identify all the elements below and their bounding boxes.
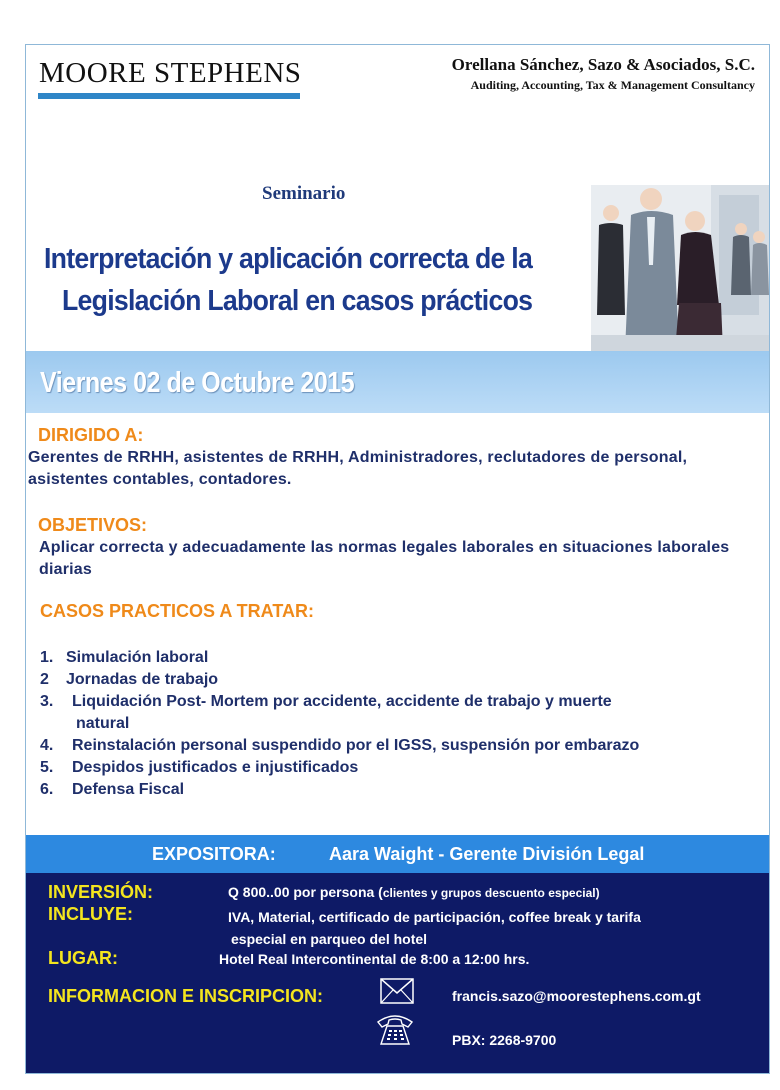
item-number: 1. (40, 649, 54, 666)
incluye-value (228, 906, 758, 950)
expositora-name: Aara Waight - Gerente División Legal (329, 844, 645, 864)
list-item-continuation (40, 713, 639, 735)
incluye-line1: IVA, Material, certificado de participación, coffee break y tarifa (228, 909, 641, 925)
item-text-continuation: natural (76, 715, 130, 732)
lugar-label: LUGAR: (48, 948, 118, 968)
business-people-photo (591, 185, 769, 351)
seminar-label: Seminario (262, 183, 346, 204)
seminar-title-line2: Legislación Laboral en casos prácticos (62, 285, 533, 317)
item-number: 4. (40, 737, 54, 754)
objetivos-heading: OBJETIVOS: (38, 515, 148, 535)
casos-heading: CASOS PRACTICOS A TRATAR: (40, 601, 314, 621)
inversion-price: Q 800..00 por persona ( (228, 884, 383, 900)
event-date: Viernes 02 de Octubre 2015 (40, 367, 355, 399)
seminar-title-line1: Interpretación y aplicación correcta de la (44, 243, 533, 275)
contact-phone: PBX: 2268-9700 (452, 1032, 557, 1048)
dirigido-text: Gerentes de RRHH, asistentes de RRHH, Administradores, reclutadores de personal, asistentes contables, contadores. (28, 449, 688, 488)
expositora-label: EXPOSITORA: (152, 844, 276, 864)
item-text: Defensa Fiscal (72, 781, 185, 798)
item-number: 3. (40, 693, 54, 710)
inversion-label: INVERSIÓN: (48, 882, 154, 902)
dirigido-heading: DIRIGIDO A: (38, 425, 144, 445)
contact-email[interactable]: francis.sazo@moorestephens.com.gt (452, 988, 701, 1004)
mail-envelope-icon (380, 978, 414, 1004)
list-item (40, 735, 639, 757)
item-number: 2 (40, 671, 49, 688)
incluye-label: INCLUYE: (48, 904, 133, 924)
firm-subtitle: Auditing, Accounting, Tax & Management Consultancy (470, 78, 755, 92)
item-text: Simulación laboral (66, 649, 209, 666)
objetivos-text: Aplicar correcta y adecuadamente las normas legales laborales en situaciones laborales diarias (39, 539, 730, 578)
inversion-value (228, 884, 600, 900)
list-item (40, 647, 639, 669)
logo-underline (38, 93, 300, 99)
item-text: Reinstalación personal suspendido por el IGSS, suspensión por embarazo (72, 737, 640, 754)
seminar-flyer (25, 44, 770, 1074)
item-text: Liquidación Post- Mortem por accidente, accidente de trabajo y muerte (72, 693, 612, 710)
casos-list (40, 647, 639, 801)
lugar-value: Hotel Real Intercontinental de 8:00 a 12:00 hrs. (219, 951, 530, 967)
item-text: Jornadas de trabajo (66, 671, 219, 688)
list-item (40, 757, 639, 779)
item-number: 6. (40, 781, 54, 798)
item-text: Despidos justificados e injustificados (72, 759, 359, 776)
item-number: 5. (40, 759, 54, 776)
contacto-label: INFORMACION E INSCRIPCION: (48, 986, 324, 1006)
list-item (40, 691, 639, 713)
moore-stephens-logo: MOORE STEPHENS (39, 57, 302, 89)
telephone-icon (375, 1012, 415, 1048)
list-item (40, 779, 639, 801)
incluye-line2: especial en parqueo del hotel (231, 931, 428, 947)
firm-name: Orellana Sánchez, Sazo & Asociados, S.C. (451, 55, 755, 74)
inversion-note: clientes y grupos descuento especial) (382, 886, 600, 900)
list-item (40, 669, 639, 691)
